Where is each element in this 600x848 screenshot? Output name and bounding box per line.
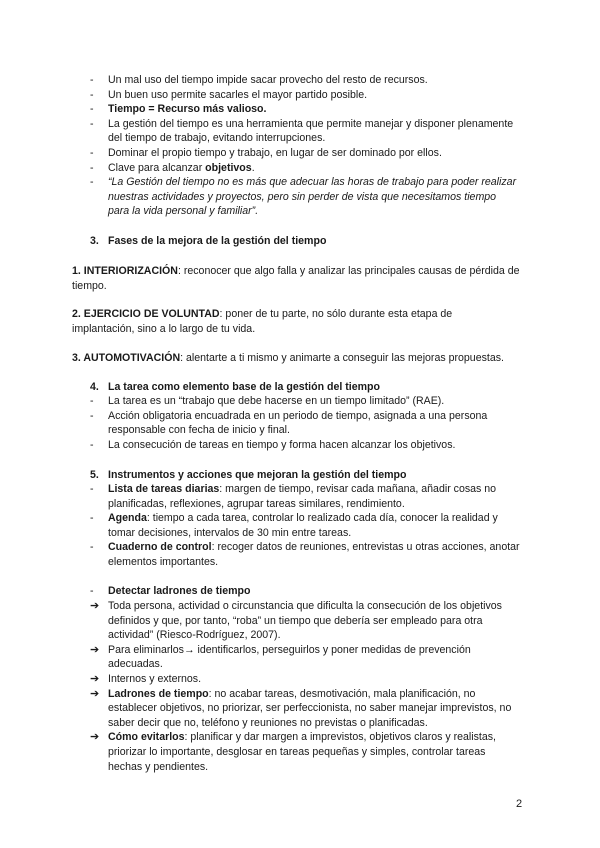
dash-marker: -: [90, 176, 94, 189]
quote-text: “La Gestión del tiempo no es más que adecuar las horas de trabajo para poder realizar nuestras actividades y proyectos, pero sin perder de vista que necesitamos tiempo para la vida personal y familiar”.: [108, 176, 517, 218]
list-item: - La consecución de tareas en tiempo y forma hacen alcanzar los objetivos.: [90, 438, 456, 451]
arrow-right-icon: ➔: [90, 643, 100, 656]
arrow-right-icon: ➔: [90, 600, 100, 612]
section-heading-3: 3. Fases de la mejora de la gestión del tiempo: [90, 235, 327, 247]
dash-marker: -: [90, 88, 94, 101]
list-item: - Acción obligatoria encuadrada en un periodo de tiempo, asignada a una persona responsable con fecha de inicio y final.: [90, 409, 488, 437]
phase-paragraph-2: 2. EJERCICIO DE VOLUNTAD: poner de tu parte, no sólo durante esta etapa de implantación, sino a lo largo de tu vida.: [72, 308, 453, 335]
list-item: - Detectar ladrones de tiempo: [90, 585, 251, 597]
list-item: ➔ Para eliminarlos→ identificarlos, perseguirlos y poner medidas de prevención adecuadas.: [90, 643, 471, 671]
dash-marker: -: [90, 585, 94, 597]
list-item: ➔ Ladrones de tiempo: no acabar tareas, desmotivación, mala planificación, no establecer objetivos, no priorizar, ser perfeccionista, no saber manejar imprevistos, no saber decir que no, teléfono y reuniones no previstas o planificadas.: [90, 687, 512, 729]
phase-paragraph-3: 3. AUTOMOTIVACIÓN: alentarte a ti mismo y animarte a conseguir las mejoras propuestas.: [72, 352, 504, 364]
dash-marker: -: [90, 117, 94, 130]
list-item: - Clave para alcanzar objetivos.: [90, 161, 255, 174]
list-item: - La tarea es un “trabajo que debe hacerse en un tiempo limitado” (RAE).: [90, 395, 445, 407]
list-item: - Un buen uso permite sacarles el mayor partido posible.: [90, 88, 368, 101]
thieves-heading-list: [90, 584, 520, 599]
list-item: ➔ Internos y externos.: [90, 672, 202, 685]
list-item: - Tiempo = Recurso más valioso.: [90, 103, 267, 116]
list-item: [90, 175, 520, 219]
list-item: - Un mal uso del tiempo impide sacar provecho del resto de recursos.: [90, 74, 428, 86]
dash-marker: -: [90, 74, 94, 86]
dash-marker: -: [90, 541, 94, 554]
phase-paragraph-1: 1. INTERIORIZACIÓN: reconocer que algo falla y analizar las principales causas de pérdida de tiempo.: [72, 265, 520, 292]
dash-marker: -: [90, 161, 94, 174]
arrow-right-icon: ➔: [90, 731, 100, 744]
dash-marker: -: [90, 103, 94, 116]
page-number: 2: [516, 798, 523, 810]
instruments-bullet-list: [90, 482, 520, 570]
intro-bullet-list: [90, 73, 520, 219]
dash-marker: -: [90, 395, 94, 407]
list-item: - Lista de tareas diarias: margen de tiempo, revisar cada mañana, añadir cosas no planificadas, reflexiones, agrupar tareas similares, rendimiento.: [90, 483, 497, 510]
arrow-right-icon: ➔: [90, 687, 100, 700]
list-item: - La gestión del tiempo es una herramienta que permite manejar y disponer plenamente del tiempo de trabajo, evitando interrupciones.: [90, 117, 514, 145]
task-bullet-list: [90, 394, 520, 452]
dash-marker: -: [90, 438, 94, 451]
thieves-arrow-list: [90, 599, 520, 774]
dash-marker: -: [90, 409, 94, 422]
list-item: ➔ Toda persona, actividad o circunstancia que dificulta la consecución de los objetivos definidos y que, por tanto, “roba” un tiempo que debería ser empleado para otra actividad” (Riesco-Rodríguez, 2007).: [90, 600, 502, 642]
section-heading-5: 5. Instrumentos y acciones que mejoran la gestión del tiempo: [90, 469, 407, 481]
dash-marker: -: [90, 483, 94, 495]
list-item: ➔ Cómo evitarlos: planificar y dar margen a imprevistos, objetivos claros y realistas, priorizar lo importante, desglosar en tareas pequeñas y simples, controlar tareas hechas y pendientes.: [90, 731, 496, 773]
arrow-right-icon: ➔: [90, 672, 100, 685]
list-item: - Agenda: tiempo a cada tarea, controlar lo realizado cada día, conocer la realidad y tomar decisiones, intervalos de 30 min entre tareas.: [90, 512, 498, 539]
dash-marker: -: [90, 512, 94, 525]
dash-marker: -: [90, 146, 94, 159]
list-item: - Dominar el propio tiempo y trabajo, en lugar de ser dominado por ellos.: [90, 146, 442, 159]
section-heading-4: 4. La tarea como elemento base de la gestión del tiempo: [90, 381, 380, 393]
list-item: - Cuaderno de control: recoger datos de reuniones, entrevistas u otras acciones, anotar elementos importantes.: [90, 541, 520, 568]
